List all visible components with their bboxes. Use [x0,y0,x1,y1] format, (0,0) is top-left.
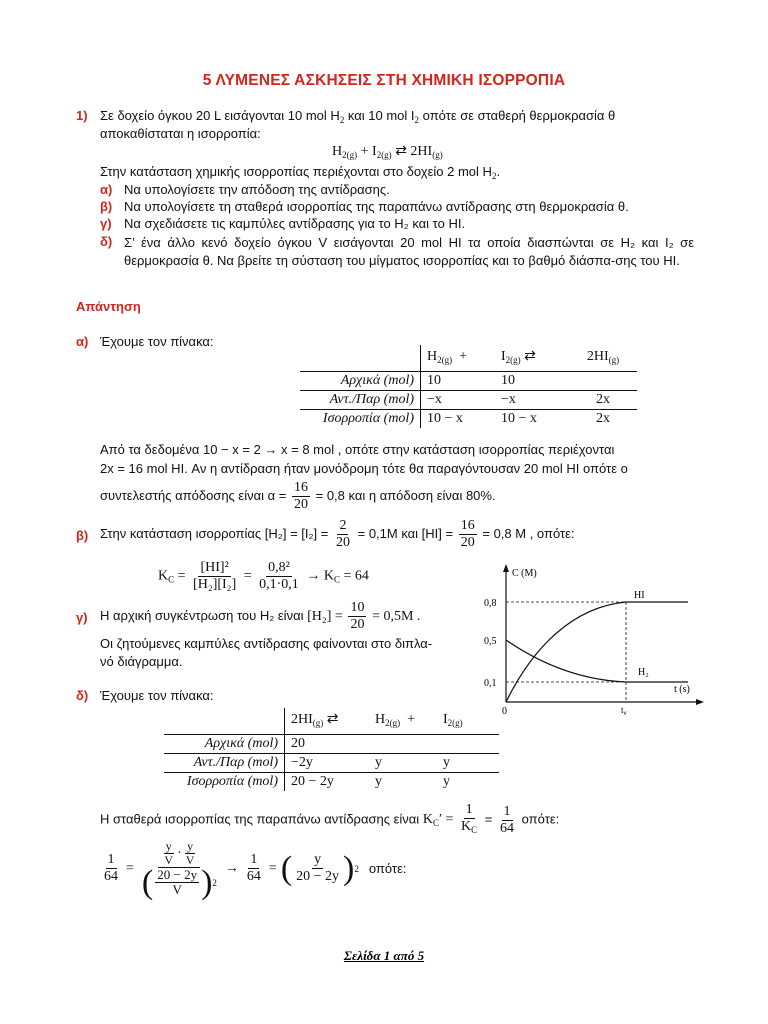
problem-number: 1) [76,108,88,123]
part-a-line1: Από τα δεδομένα 10 − x = 2 → x = 8 mol , οπότε στην κατάσταση ισορροπίας περιέχονται [100,442,615,457]
t-nu-label: $t_\nu$ [621,705,627,717]
item-b-mark: β) [100,199,113,214]
item-c-text: Να σχεδιάσετε τις καμπύλες αντίδρασης για το H₂ και το HI. [124,216,466,231]
part-d-kc-line: Η σταθερά ισορροπίας της παραπάνω αντίδρασης είναι $K_C'$ = $\frac{1}{K_C}$ = $\frac{1}{64}$ οπότε: [100,802,560,836]
part-c-mark: γ) [76,610,88,625]
part-b-mark: β) [76,528,89,543]
table-cell [569,372,637,391]
part-a-line2: 2x = 16 mol HI. Αν η αντίδραση ήταν μονόδρομη τότε θα παραγόντουσαν 20 mol HI οπότε ο [100,461,628,476]
table-cell: −x [421,391,496,410]
part-c-line1: Η αρχική συγκέντρωση του H₂ είναι [H₂] = $\frac{10}{20}$ = 0,5M . [100,600,421,632]
concentration-graph [478,562,708,722]
part-d-equation: $\frac{1}{64}$ = $\frac{y}{V}$ · $\frac{y}{V}$ ( $\frac{20 - 2y}{V}$ ) 2 → $\frac{1}{64}$ = ( $\frac{y}{20 - 2y}$ ) 2 οπότε: [104,839,407,901]
table-cell: y [443,774,450,789]
table-cell [369,735,437,754]
table-row-label: Αρχικά (mol) [164,735,285,754]
table-cell: 10 − x [501,411,537,426]
part-a-mark: α) [76,334,89,349]
part-b-line1: Στην κατάσταση ισορροπίας [H₂] = [I₂] = $\frac{2}{20}$ = 0,1M και [HI] = $\frac{16}{20}$ = 0,8 M , οπότε: [100,518,575,550]
part-a-line3: συντελεστής απόδοσης είναι α = $\frac{16}{20}$ = 0,8 και η απόδοση είναι 80%. [100,480,496,512]
table-a-i2: $I_{2(g)}$ ⇄ [495,345,569,372]
hi-curve [506,602,688,702]
table-cell: −x [495,391,569,410]
y-tick-08: 0,8 [484,598,497,609]
table-row-label: Ισορροπία (mol) [300,410,421,429]
y-axis-arrow [503,564,509,572]
item-c-mark: γ) [100,216,112,231]
y-tick-05: 0,5 [484,636,497,647]
item-d-text: Σ’ ένα άλλο κενό δοχείο όγκου V εισάγονται 20 mol HI τα οποία διασπώνται σε H₂ και I₂ σε θερμοκρασία θ. Να βρείτε τη σύσταση του μίγματος ισορροπίας και το βαθμό διάσπα-σης του HI. [124,235,694,268]
part-c-line3: νό διάγραμμα. [100,654,183,669]
table-d-h2: $H_{2(g)}$ + [369,708,437,735]
h2-curve [506,640,688,682]
table-cell: −2y [285,754,370,773]
table-cell [437,735,499,754]
y-tick-01: 0,1 [484,678,497,689]
item-a-text: Να υπολογίσετε την απόδοση της αντίδρασης. [124,182,390,197]
table-a-h2: $H_{2(g)}$ + [421,345,496,372]
part-a-table [300,345,637,428]
hi-curve-label: HI [634,590,645,601]
table-a-hi: $2HI_{(g)}$ [569,345,637,372]
part-d-table [164,708,499,791]
table-row-label: Ισορροπία (mol) [164,773,285,792]
table-cell: 10 [495,372,569,391]
table-row-label: Αντ./Παρ (mol) [164,754,285,773]
table-row-label: Αντ./Παρ (mol) [300,391,421,410]
table-cell: 10 − x [427,411,463,426]
table-cell: 20 − 2y [291,774,334,789]
part-d-intro: Έχουμε τον πίνακα: [100,688,214,703]
part-d-mark: δ) [76,688,89,703]
answer-heading: Απάντηση [76,299,141,314]
page-footer: Σελίδα 1 από 5 [343,948,425,963]
x-axis-label: t (s) [674,684,690,695]
table-cell: 20 [285,735,370,754]
table-row-label: Αρχικά (mol) [300,372,421,391]
table-cell: 2x [596,411,610,426]
origin-label: 0 [502,706,507,717]
item-d-mark: δ) [100,234,113,249]
table-d-hi: $2HI_{(g)}$ ⇄ [285,708,370,735]
table-cell: 10 [421,372,496,391]
item-a-mark: α) [100,182,113,197]
table-cell: 2x [569,391,637,410]
table-cell: y [369,754,437,773]
table-cell: y [437,754,499,773]
problem-intro-line1: Σε δοχείο όγκου 20 L εισάγονται 10 mol $H_2$ και 10 mol $I_2$ οπότε σε σταθερή θερμοκρασία θ [100,108,616,125]
y-axis-label: C (M) [512,568,537,579]
part-c-line2: Οι ζητούμενες καμπύλες αντίδρασης φαίνονται στο διπλα- [100,636,433,651]
fraction: $\frac{16}{20}$ [293,480,308,512]
problem-state-text: Στην κατάσταση χημικής ισορροπίας περιέχονται στο δοχείο 2 mol $H_2$. [100,164,501,181]
part-a-intro: Έχουμε τον πίνακα: [100,334,214,349]
problem-intro-line2: αποκαθίσταται η ισορροπία: [100,126,261,141]
table-cell: y [375,774,382,789]
kc-equation: $K_C$ = $\frac{\text{[HI]²}}{\text{[H₂][I₂]}}$ = $\frac{\text{0,8²}}{0,1\cdot 0,1}$ → $K_C = 64$ [158,560,369,592]
item-b-text: Να υπολογίσετε τη σταθερά ισορροπίας της παραπάνω αντίδρασης στη θερμοκρασία θ. [124,199,629,214]
h2-curve-label: H₂ [638,667,649,678]
x-axis-arrow [696,699,704,705]
table-d-i2: $I_{2(g)}$ [437,708,499,735]
reaction-equation: $H_{2(g)} + I_{2(g)}$ ⇄ $2HI_{(g)}$ [332,144,443,160]
page-title: 5 ΛΥΜΕΝΕΣ ΑΣΚΗΣΕΙΣ ΣΤΗ ΧΗΜΙΚΗ ΙΣΟΡΡΟΠΙΑ [202,72,566,89]
